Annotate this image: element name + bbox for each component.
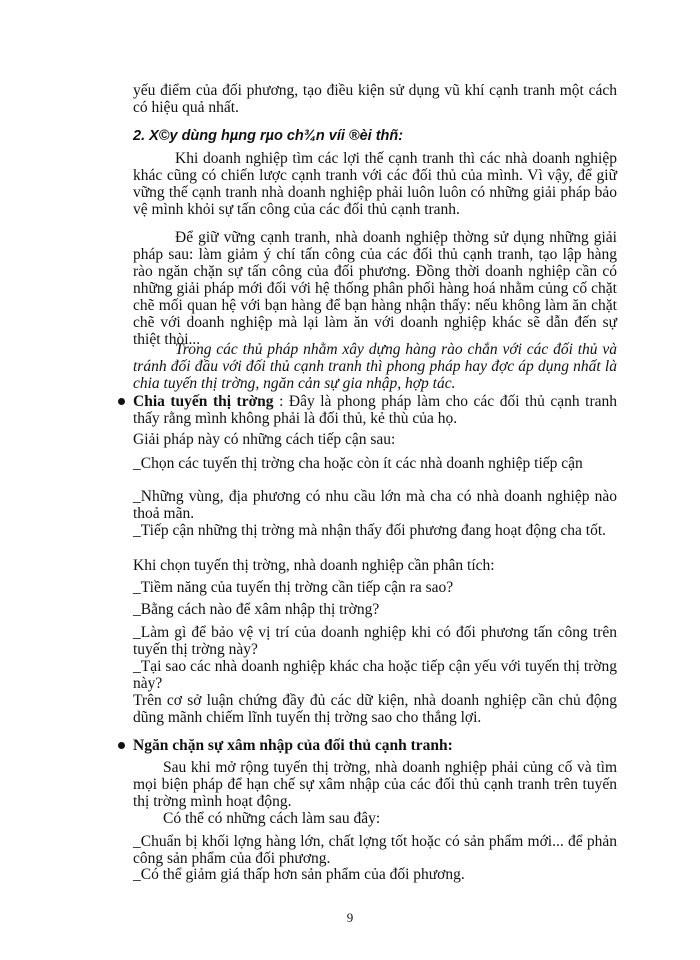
section-heading: 2. X©y dùng hµng rµo ch¾n víi ®èi thñ: — [133, 128, 404, 144]
approach-intro: Giải pháp này có những cách tiếp cận sau: — [133, 431, 396, 448]
italic-paragraph: Trong các thủ pháp nhằm xây dựng hàng rào chắn với các đối thủ và tránh đối đầu với đối thủ cạnh tranh thì phong pháp hay đợc áp dụng nhất là chia tuyến thị trờng, ngăn cản sự gia nhập, hợp tác. — [133, 341, 617, 392]
bullet-1 — [133, 393, 617, 427]
page-number: 9 — [346, 910, 354, 925]
analysis-intro: Khi chọn tuyến thị trờng, nhà doanh nghiệp cần phân tích: — [133, 557, 495, 574]
approach-item-3: _Tiếp cận những thị trờng mà nhận thấy đối phương đang hoạt động cha tốt. — [133, 522, 607, 539]
bullet-2-paragraph: Sau khi mở rộng tuyến thị trờng, nhà doanh nghiệp phải củng cố và tìm mọi biện pháp để hạn chế sự xâm nhập của các đối thủ cạnh tranh trên tuyến thị trờng mình hoạt động. — [133, 759, 617, 810]
intro-paragraph: yếu điểm của đối phương, tạo điều kiện sử dụng vũ khí cạnh tranh một cách có hiệu quả nhất. — [133, 82, 617, 116]
bullet-icon — [118, 742, 125, 749]
bullet-2-title: Ngăn chặn sự xâm nhập của đối thủ cạnh tranh: — [133, 737, 453, 754]
method-intro: Có thể có những cách làm sau đây: — [163, 810, 381, 827]
bullet-1-title: Chia tuyến thị trờng — [133, 393, 274, 410]
paragraph-1: Khi doanh nghiệp tìm các lợi thế cạnh tranh thì các nhà doanh nghiệp khác cũng có chiến lược cạnh tranh với các đối thủ của mình. Vì vậy, để giữ vững thế cạnh tranh nhà doanh nghiệp phải luôn luôn có những giải pháp bảo vệ mình khỏi sự tấn công của các đối thủ cạnh tranh. — [133, 150, 617, 218]
approach-item-2: _Những vùng, địa phương có nhu cầu lớn mà cha có nhà doanh nghiệp nào thoả mãn. — [133, 488, 617, 522]
bullet-icon — [118, 398, 125, 405]
method-item-2: _Có thể giảm giá thấp hơn sản phẩm của đối phương. — [133, 866, 465, 883]
analysis-question-3: _Làm gì để bảo vệ vị trí của doanh nghiệp khi có đối phương tấn công trên tuyến thị trờng này? — [133, 624, 617, 658]
analysis-question-2: _Bằng cách nào để xâm nhập thị trờng? — [133, 601, 380, 618]
method-item-1: _Chuẩn bị khối lợng hàng lớn, chất lợng tốt hoặc có sản phẩm mới... để phản công sản phẩm của đối phương. — [133, 833, 617, 867]
analysis-question-1: _Tiềm năng của tuyến thị trờng cần tiếp cận ra sao? — [133, 579, 454, 596]
approach-item-1: _Chọn các tuyến thị trờng cha hoặc còn ít các nhà doanh nghiệp tiếp cận — [133, 455, 583, 472]
paragraph-2: Để giữ vững cạnh tranh, nhà doanh nghiệp thờng sử dụng những giải pháp sau: làm giảm ý chí tấn công của các đối thủ cạnh tranh, tạo lập hàng rào ngăn chặn sự tấn công của đối phương. Đồng thời doanh nghiệp cần có những giải pháp mới đối với hệ thống phân phối hàng hoá nhằm củng cố chặt chẽ mối quan hệ với bạn hàng để bạn hàng nhận thấy: nếu không làm ăn chặt chẽ với doanh nghiệp mà lại làm ăn với doanh nghiệp khác sẽ dẫn đến sự thiệt thòi... — [133, 229, 617, 348]
analysis-question-4: _Tại sao các nhà doanh nghiệp khác cha hoặc tiếp cận yếu với tuyến thị trờng này? — [133, 658, 617, 692]
bullet-1-text: : Đây là phong pháp làm cho các đối thủ cạnh tranh thấy rằng mình không phải là đối thủ, kẻ thù của họ. — [133, 393, 617, 427]
conclusion-paragraph: Trên cơ sở luận chứng đầy đủ các dữ kiện, nhà doanh nghiệp cần chủ động dũng mãnh chiếm lĩnh tuyến thị trờng sao cho thắng lợi. — [133, 692, 617, 726]
